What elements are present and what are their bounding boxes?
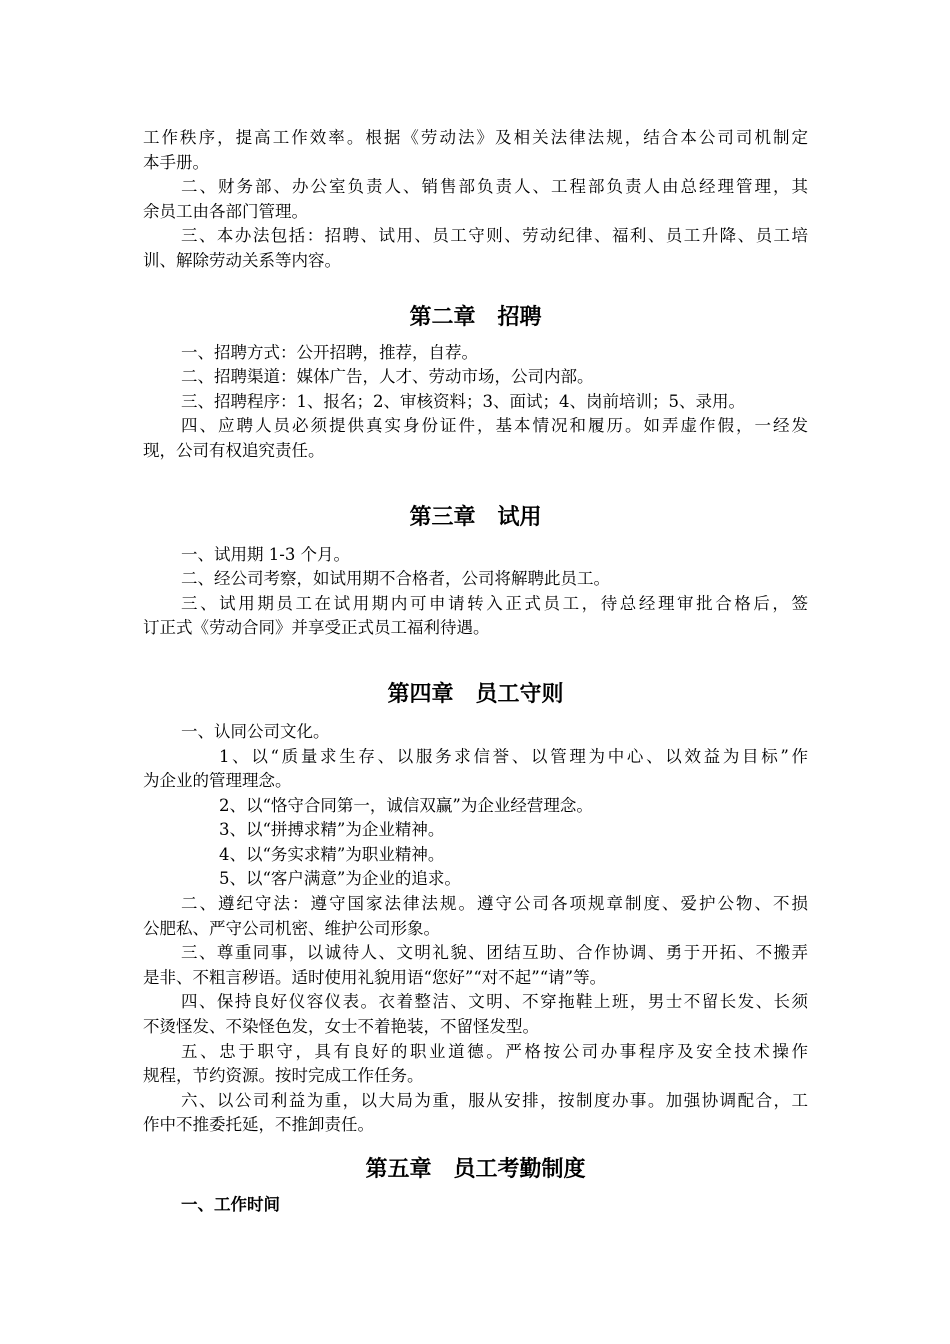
paragraph-line: 三、本办法包括：招聘、试用、员工守则、劳动纪律、福利、员工升降、员工培 xyxy=(181,226,808,246)
paragraph-line: 本手册。 xyxy=(143,152,209,172)
paragraph-line: 三、尊重同事，以诚待人、文明礼貌、团结互助、合作协调、勇于开拓、不搬弄 xyxy=(181,943,808,963)
paragraph-line: 五、忠于职守，具有良好的职业道德。严格按公司办事程序及安全技术操作 xyxy=(181,1041,808,1061)
paragraph-line: 1、以“质量求生存、以服务求信誉、以管理为中心、以效益为目标”作 xyxy=(219,746,808,766)
paragraph-line: 公肥私、严守公司机密、维护公司形象。 xyxy=(143,918,440,938)
paragraph-line: 2、以“恪守合同第一，诚信双赢”为企业经营理念。 xyxy=(219,795,593,815)
paragraph-line: 为企业的管理理念。 xyxy=(143,771,292,791)
paragraph-line: 3、以“拼搏求精”为企业精神。 xyxy=(219,820,445,840)
paragraph-line: 现，公司有权追究责任。 xyxy=(143,440,325,460)
paragraph-line: 二、财务部、办公室负责人、销售部负责人、工程部负责人由总经理管理，其 xyxy=(181,177,808,197)
chapter-2 xyxy=(143,300,808,464)
document-page xyxy=(143,126,808,1218)
paragraph-line: 是非、不粗言秽语。适时使用礼貌用语“您好”“对不起”“请”等。 xyxy=(143,967,607,987)
paragraph-line: 四、保持良好仪容仪表。衣着整洁、文明、不穿拖鞋上班，男士不留长发、长须 xyxy=(181,992,808,1012)
paragraph-line: 不烫怪发、不染怪色发，女士不着艳装，不留怪发型。 xyxy=(143,1017,539,1037)
chapter-heading: 第三章 试用 xyxy=(409,504,542,530)
chapter-5 xyxy=(143,1152,808,1218)
intro-section xyxy=(143,126,808,274)
paragraph-line: 4、以“务实求精”为职业精神。 xyxy=(219,844,445,864)
paragraph-line: 余员工由各部门管理。 xyxy=(143,201,308,221)
chapter-heading: 第五章 员工考勤制度 xyxy=(365,1157,586,1182)
chapter-heading: 第四章 员工守则 xyxy=(387,681,564,707)
paragraph-line: 作中不推委托延，不推卸责任。 xyxy=(143,1115,374,1135)
paragraph-line: 二、招聘渠道：媒体广告，人才、劳动市场，公司内部。 xyxy=(181,367,594,387)
paragraph-line: 训、解除劳动关系等内容。 xyxy=(143,250,341,270)
paragraph-line: 5、以“客户满意”为企业的追求。 xyxy=(219,869,461,889)
paragraph-line: 规程，节约资源。按时完成工作任务。 xyxy=(143,1066,424,1086)
chapter-4 xyxy=(143,677,808,1138)
paragraph-line: 四、应聘人员必须提供真实身份证件，基本情况和履历。如弄虚作假，一经发 xyxy=(181,416,808,436)
paragraph-line: 一、认同公司文化。 xyxy=(181,721,330,741)
paragraph-line: 三、试用期员工在试用期内可申请转入正式员工，待总经理审批合格后，签 xyxy=(181,593,808,613)
paragraph-line: 工作秩序，提高工作效率。根据《劳动法》及相关法律法规，结合本公司司机制定 xyxy=(143,128,808,147)
chapter-3 xyxy=(143,500,808,641)
paragraph-line: 六、以公司利益为重，以大局为重，服从安排，按制度办事。加强协调配合，工 xyxy=(181,1090,808,1110)
paragraph-line: 一、试用期 1-3 个月。 xyxy=(181,544,351,564)
paragraph-line: 二、遵纪守法：遵守国家法律法规。遵守公司各项规章制度、爱护公物、不损 xyxy=(181,894,808,914)
paragraph-line: 订正式《劳动合同》并享受正式员工福利待遇。 xyxy=(143,618,490,638)
section-subheading: 一、工作时间 xyxy=(181,1195,280,1214)
paragraph-line: 三、招聘程序：1、报名；2、审核资料；3、面试；4、岗前培训；5、录用。 xyxy=(181,391,745,411)
chapter-heading: 第二章 招聘 xyxy=(409,304,542,330)
paragraph-line: 一、招聘方式：公开招聘，推荐，自荐。 xyxy=(181,342,478,362)
paragraph-line: 二、经公司考察，如试用期不合格者，公司将解聘此员工。 xyxy=(181,569,610,589)
